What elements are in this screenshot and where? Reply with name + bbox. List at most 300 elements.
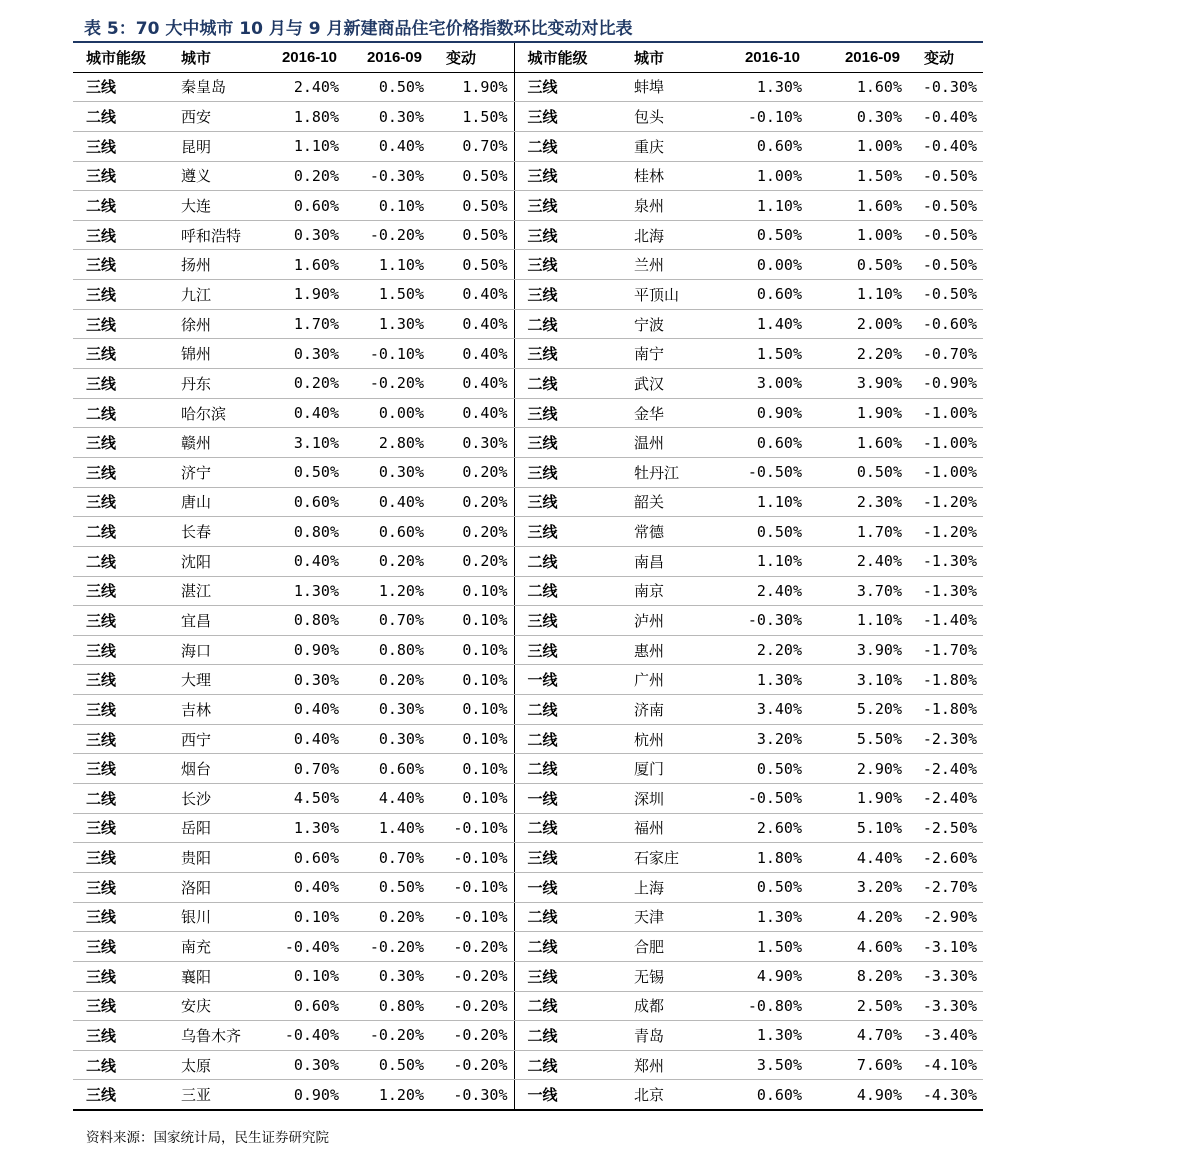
city-tier-cell: 三线 [73, 250, 169, 280]
value-2016-10-cell: 1.10% [717, 191, 808, 221]
value-2016-09-cell: -0.20% [345, 932, 430, 962]
value-2016-09-cell: 1.70% [808, 517, 908, 547]
table-row [73, 754, 983, 784]
value-2016-09-cell: 4.20% [808, 902, 908, 932]
change-cell: 0.10% [430, 754, 514, 784]
value-2016-09-cell: 4.60% [808, 932, 908, 962]
city-tier-cell: 三线 [73, 872, 169, 902]
city-name-cell: 乌鲁木齐 [169, 1021, 261, 1051]
change-cell: -0.50% [908, 280, 983, 310]
value-2016-10-cell: 1.80% [717, 843, 808, 873]
change-cell: 0.20% [430, 487, 514, 517]
change-cell: 0.10% [430, 695, 514, 725]
table-row [73, 191, 983, 221]
value-2016-09-cell: 0.20% [345, 902, 430, 932]
city-tier-cell: 二线 [73, 102, 169, 132]
change-cell: -1.20% [908, 517, 983, 547]
table-row [73, 1021, 983, 1051]
change-cell: 0.40% [430, 309, 514, 339]
city-tier-cell: 三线 [514, 487, 622, 517]
header-change: 变动 [908, 43, 983, 72]
value-2016-10-cell: 1.30% [261, 576, 345, 606]
table-row [73, 428, 983, 458]
change-cell: -0.10% [430, 843, 514, 873]
value-2016-09-cell: 2.40% [808, 546, 908, 576]
city-name-cell: 天津 [622, 902, 717, 932]
table-row [73, 339, 983, 369]
value-2016-09-cell: 1.90% [808, 398, 908, 428]
table-row [73, 576, 983, 606]
value-2016-09-cell: 0.60% [345, 754, 430, 784]
table-row [73, 369, 983, 399]
city-tier-cell: 三线 [514, 398, 622, 428]
value-2016-09-cell: 3.90% [808, 369, 908, 399]
table-row [73, 250, 983, 280]
value-2016-10-cell: 0.50% [717, 754, 808, 784]
value-2016-09-cell: -0.30% [345, 161, 430, 191]
city-tier-cell: 三线 [73, 991, 169, 1021]
city-name-cell: 遵义 [169, 161, 261, 191]
change-cell: 0.20% [430, 457, 514, 487]
value-2016-10-cell: 1.10% [717, 487, 808, 517]
change-cell: -2.90% [908, 902, 983, 932]
value-2016-09-cell: 1.00% [808, 220, 908, 250]
value-2016-10-cell: 3.20% [717, 724, 808, 754]
city-name-cell: 南充 [169, 932, 261, 962]
value-2016-09-cell: 2.00% [808, 309, 908, 339]
value-2016-10-cell: 1.60% [261, 250, 345, 280]
value-2016-10-cell: 0.30% [261, 665, 345, 695]
city-tier-cell: 三线 [73, 961, 169, 991]
city-name-cell: 北京 [622, 1080, 717, 1110]
city-name-cell: 石家庄 [622, 843, 717, 873]
value-2016-10-cell: 0.60% [261, 843, 345, 873]
change-cell: -0.20% [430, 1050, 514, 1080]
value-2016-09-cell: 0.50% [345, 872, 430, 902]
value-2016-09-cell: 1.50% [345, 280, 430, 310]
value-2016-09-cell: 5.20% [808, 695, 908, 725]
value-2016-10-cell: 1.90% [261, 280, 345, 310]
value-2016-09-cell: 0.50% [345, 1050, 430, 1080]
table-row [73, 72, 983, 102]
value-2016-10-cell: 0.90% [261, 1080, 345, 1110]
value-2016-09-cell: 0.50% [345, 72, 430, 102]
city-name-cell: 西宁 [169, 724, 261, 754]
change-cell: -0.40% [908, 131, 983, 161]
city-tier-cell: 三线 [514, 517, 622, 547]
value-2016-09-cell: 4.40% [808, 843, 908, 873]
change-cell: 0.50% [430, 220, 514, 250]
city-name-cell: 吉林 [169, 695, 261, 725]
city-name-cell: 兰州 [622, 250, 717, 280]
header-change: 变动 [430, 43, 514, 72]
city-tier-cell: 二线 [514, 369, 622, 399]
change-cell: -0.90% [908, 369, 983, 399]
city-name-cell: 九江 [169, 280, 261, 310]
city-tier-cell: 二线 [73, 191, 169, 221]
city-name-cell: 唐山 [169, 487, 261, 517]
city-tier-cell: 三线 [73, 813, 169, 843]
city-name-cell: 南昌 [622, 546, 717, 576]
city-name-cell: 宁波 [622, 309, 717, 339]
change-cell: 0.50% [430, 161, 514, 191]
value-2016-10-cell: 0.50% [717, 872, 808, 902]
city-name-cell: 赣州 [169, 428, 261, 458]
city-name-cell: 岳阳 [169, 813, 261, 843]
city-tier-cell: 二线 [73, 784, 169, 814]
table-row [73, 517, 983, 547]
city-tier-cell: 三线 [514, 250, 622, 280]
value-2016-10-cell: 0.00% [717, 250, 808, 280]
header-city: 城市 [622, 43, 717, 72]
value-2016-09-cell: 0.30% [345, 695, 430, 725]
change-cell: 0.10% [430, 784, 514, 814]
table-row [73, 606, 983, 636]
value-2016-10-cell: 1.40% [717, 309, 808, 339]
city-tier-cell: 三线 [73, 280, 169, 310]
value-2016-09-cell: -0.20% [345, 369, 430, 399]
value-2016-10-cell: -0.30% [717, 606, 808, 636]
city-tier-cell: 三线 [514, 606, 622, 636]
value-2016-10-cell: 1.30% [717, 72, 808, 102]
city-name-cell: 大理 [169, 665, 261, 695]
change-cell: -4.10% [908, 1050, 983, 1080]
value-2016-10-cell: 1.30% [261, 813, 345, 843]
city-name-cell: 济南 [622, 695, 717, 725]
value-2016-10-cell: 0.60% [717, 280, 808, 310]
value-2016-09-cell: 0.40% [345, 131, 430, 161]
value-2016-09-cell: 0.60% [345, 517, 430, 547]
city-tier-cell: 二线 [73, 546, 169, 576]
city-name-cell: 杭州 [622, 724, 717, 754]
city-tier-cell: 三线 [514, 191, 622, 221]
value-2016-09-cell: 4.40% [345, 784, 430, 814]
value-2016-09-cell: 1.10% [345, 250, 430, 280]
city-tier-cell: 三线 [73, 665, 169, 695]
change-cell: -2.60% [908, 843, 983, 873]
header-2016-09: 2016-09 [808, 43, 908, 72]
city-tier-cell: 三线 [514, 339, 622, 369]
change-cell: -0.50% [908, 220, 983, 250]
city-tier-cell: 三线 [73, 754, 169, 784]
city-name-cell: 惠州 [622, 635, 717, 665]
change-cell: 0.30% [430, 428, 514, 458]
city-name-cell: 沈阳 [169, 546, 261, 576]
value-2016-09-cell: 0.80% [345, 635, 430, 665]
change-cell: 0.20% [430, 517, 514, 547]
city-name-cell: 北海 [622, 220, 717, 250]
change-cell: -1.30% [908, 576, 983, 606]
city-tier-cell: 二线 [514, 902, 622, 932]
city-tier-cell: 二线 [514, 724, 622, 754]
change-cell: 0.10% [430, 724, 514, 754]
change-cell: -0.50% [908, 250, 983, 280]
city-tier-cell: 三线 [514, 961, 622, 991]
change-cell: -0.50% [908, 191, 983, 221]
change-cell: 0.10% [430, 665, 514, 695]
city-name-cell: 牡丹江 [622, 457, 717, 487]
table-row [73, 1080, 983, 1110]
value-2016-10-cell: -0.40% [261, 932, 345, 962]
table-row [73, 1050, 983, 1080]
change-cell: -4.30% [908, 1080, 983, 1110]
table-row [73, 813, 983, 843]
value-2016-09-cell: 0.70% [345, 843, 430, 873]
table-row [73, 131, 983, 161]
value-2016-10-cell: 3.50% [717, 1050, 808, 1080]
value-2016-09-cell: 3.70% [808, 576, 908, 606]
change-cell: -1.70% [908, 635, 983, 665]
table-row [73, 902, 983, 932]
value-2016-10-cell: 0.40% [261, 695, 345, 725]
value-2016-09-cell: 0.40% [345, 487, 430, 517]
city-tier-cell: 二线 [514, 991, 622, 1021]
value-2016-10-cell: 1.00% [717, 161, 808, 191]
change-cell: -2.40% [908, 754, 983, 784]
change-cell: -3.30% [908, 991, 983, 1021]
city-name-cell: 长沙 [169, 784, 261, 814]
table-row [73, 487, 983, 517]
change-cell: -0.30% [430, 1080, 514, 1110]
city-tier-cell: 三线 [73, 339, 169, 369]
change-cell: -1.00% [908, 428, 983, 458]
value-2016-10-cell: 0.30% [261, 1050, 345, 1080]
city-tier-cell: 三线 [73, 369, 169, 399]
value-2016-09-cell: 8.20% [808, 961, 908, 991]
change-cell: -1.00% [908, 398, 983, 428]
value-2016-10-cell: 0.30% [261, 220, 345, 250]
table-row [73, 161, 983, 191]
city-tier-cell: 三线 [73, 932, 169, 962]
value-2016-09-cell: 5.10% [808, 813, 908, 843]
city-tier-cell: 三线 [73, 161, 169, 191]
city-tier-cell: 三线 [73, 576, 169, 606]
table-row [73, 220, 983, 250]
change-cell: 0.20% [430, 546, 514, 576]
value-2016-09-cell: 1.10% [808, 280, 908, 310]
table-title: 表 5：70 大中城市 10 月与 9 月新建商品住宅价格指数环比变动对比表 [84, 19, 633, 39]
value-2016-10-cell: 0.30% [261, 339, 345, 369]
city-tier-cell: 三线 [514, 428, 622, 458]
city-tier-cell: 三线 [73, 220, 169, 250]
city-name-cell: 广州 [622, 665, 717, 695]
table-row [73, 457, 983, 487]
city-name-cell: 呼和浩特 [169, 220, 261, 250]
value-2016-09-cell: 2.90% [808, 754, 908, 784]
city-tier-cell: 一线 [514, 1080, 622, 1110]
table-row [73, 309, 983, 339]
header-row [73, 43, 983, 72]
change-cell: 0.10% [430, 606, 514, 636]
table-row [73, 665, 983, 695]
value-2016-10-cell: 0.20% [261, 369, 345, 399]
city-name-cell: 济宁 [169, 457, 261, 487]
header-city: 城市 [169, 43, 261, 72]
city-tier-cell: 三线 [514, 161, 622, 191]
change-cell: -0.50% [908, 161, 983, 191]
change-cell: -1.80% [908, 695, 983, 725]
table-row [73, 546, 983, 576]
city-name-cell: 大连 [169, 191, 261, 221]
value-2016-09-cell: -0.20% [345, 1021, 430, 1051]
city-name-cell: 桂林 [622, 161, 717, 191]
value-2016-10-cell: 0.90% [261, 635, 345, 665]
value-2016-10-cell: 0.40% [261, 724, 345, 754]
city-tier-cell: 三线 [73, 606, 169, 636]
value-2016-10-cell: 0.80% [261, 606, 345, 636]
value-2016-10-cell: 0.60% [717, 1080, 808, 1110]
city-tier-cell: 二线 [514, 309, 622, 339]
city-tier-cell: 三线 [73, 843, 169, 873]
city-name-cell: 温州 [622, 428, 717, 458]
city-name-cell: 包头 [622, 102, 717, 132]
city-tier-cell: 二线 [514, 576, 622, 606]
value-2016-09-cell: 0.30% [345, 102, 430, 132]
table-row [73, 724, 983, 754]
city-tier-cell: 三线 [514, 635, 622, 665]
change-cell: -3.30% [908, 961, 983, 991]
value-2016-09-cell: 4.70% [808, 1021, 908, 1051]
city-name-cell: 太原 [169, 1050, 261, 1080]
table-row [73, 695, 983, 725]
city-name-cell: 长春 [169, 517, 261, 547]
city-tier-cell: 三线 [73, 695, 169, 725]
value-2016-09-cell: -0.10% [345, 339, 430, 369]
city-tier-cell: 二线 [73, 1050, 169, 1080]
value-2016-09-cell: 1.40% [345, 813, 430, 843]
value-2016-10-cell: 1.70% [261, 309, 345, 339]
value-2016-09-cell: 7.60% [808, 1050, 908, 1080]
value-2016-09-cell: 0.30% [808, 102, 908, 132]
value-2016-09-cell: 3.10% [808, 665, 908, 695]
city-tier-cell: 三线 [514, 102, 622, 132]
value-2016-09-cell: 0.50% [808, 457, 908, 487]
value-2016-10-cell: 1.30% [717, 1021, 808, 1051]
value-2016-10-cell: 0.10% [261, 961, 345, 991]
city-name-cell: 丹东 [169, 369, 261, 399]
value-2016-10-cell: 1.10% [261, 131, 345, 161]
city-tier-cell: 三线 [73, 457, 169, 487]
city-name-cell: 洛阳 [169, 872, 261, 902]
city-tier-cell: 三线 [514, 220, 622, 250]
city-tier-cell: 二线 [514, 1021, 622, 1051]
city-name-cell: 郑州 [622, 1050, 717, 1080]
value-2016-10-cell: 0.90% [717, 398, 808, 428]
value-2016-10-cell: 3.10% [261, 428, 345, 458]
city-name-cell: 扬州 [169, 250, 261, 280]
city-name-cell: 无锡 [622, 961, 717, 991]
city-name-cell: 泸州 [622, 606, 717, 636]
change-cell: 0.40% [430, 280, 514, 310]
city-tier-cell: 三线 [514, 457, 622, 487]
city-tier-cell: 三线 [73, 72, 169, 102]
city-name-cell: 哈尔滨 [169, 398, 261, 428]
change-cell: -2.40% [908, 784, 983, 814]
value-2016-09-cell: 4.90% [808, 1080, 908, 1110]
value-2016-10-cell: 1.80% [261, 102, 345, 132]
change-cell: -1.30% [908, 546, 983, 576]
city-name-cell: 蚌埠 [622, 72, 717, 102]
city-tier-cell: 二线 [514, 546, 622, 576]
change-cell: -0.30% [908, 72, 983, 102]
value-2016-10-cell: 0.40% [261, 872, 345, 902]
city-tier-cell: 二线 [514, 131, 622, 161]
change-cell: 0.50% [430, 191, 514, 221]
value-2016-10-cell: 1.50% [717, 339, 808, 369]
city-tier-cell: 三线 [73, 131, 169, 161]
change-cell: 0.10% [430, 576, 514, 606]
table-row [73, 843, 983, 873]
city-tier-cell: 三线 [514, 280, 622, 310]
city-name-cell: 重庆 [622, 131, 717, 161]
value-2016-10-cell: 3.40% [717, 695, 808, 725]
change-cell: -0.20% [430, 932, 514, 962]
city-name-cell: 三亚 [169, 1080, 261, 1110]
value-2016-10-cell: 2.40% [717, 576, 808, 606]
value-2016-09-cell: 0.50% [808, 250, 908, 280]
value-2016-09-cell: 0.10% [345, 191, 430, 221]
change-cell: -1.40% [908, 606, 983, 636]
value-2016-09-cell: 0.00% [345, 398, 430, 428]
table-row [73, 991, 983, 1021]
city-tier-cell: 三线 [73, 309, 169, 339]
value-2016-09-cell: 2.30% [808, 487, 908, 517]
value-2016-09-cell: 2.80% [345, 428, 430, 458]
value-2016-09-cell: 0.30% [345, 724, 430, 754]
value-2016-09-cell: 2.20% [808, 339, 908, 369]
value-2016-10-cell: 4.50% [261, 784, 345, 814]
header-city-tier: 城市能级 [73, 43, 169, 72]
table-row [73, 872, 983, 902]
value-2016-10-cell: 0.60% [717, 428, 808, 458]
change-cell: 1.90% [430, 72, 514, 102]
city-name-cell: 南京 [622, 576, 717, 606]
city-tier-cell: 二线 [514, 813, 622, 843]
city-tier-cell: 一线 [514, 872, 622, 902]
value-2016-09-cell: 5.50% [808, 724, 908, 754]
value-2016-09-cell: -0.20% [345, 220, 430, 250]
change-cell: -0.20% [430, 961, 514, 991]
table-row [73, 102, 983, 132]
city-name-cell: 海口 [169, 635, 261, 665]
change-cell: -0.40% [908, 102, 983, 132]
city-name-cell: 南宁 [622, 339, 717, 369]
city-tier-cell: 二线 [514, 1050, 622, 1080]
value-2016-10-cell: 0.50% [717, 517, 808, 547]
city-name-cell: 烟台 [169, 754, 261, 784]
city-name-cell: 常德 [622, 517, 717, 547]
value-2016-10-cell: -0.50% [717, 784, 808, 814]
header-city-tier: 城市能级 [514, 43, 622, 72]
city-tier-cell: 三线 [73, 1080, 169, 1110]
change-cell: -0.20% [430, 991, 514, 1021]
city-tier-cell: 二线 [514, 932, 622, 962]
change-cell: -0.10% [430, 872, 514, 902]
value-2016-10-cell: 1.30% [717, 902, 808, 932]
change-cell: -0.60% [908, 309, 983, 339]
value-2016-09-cell: 0.30% [345, 457, 430, 487]
value-2016-10-cell: 0.60% [261, 487, 345, 517]
city-name-cell: 青岛 [622, 1021, 717, 1051]
header-2016-09: 2016-09 [345, 43, 430, 72]
change-cell: -2.70% [908, 872, 983, 902]
value-2016-10-cell: 0.60% [261, 991, 345, 1021]
change-cell: 0.70% [430, 131, 514, 161]
city-tier-cell: 三线 [73, 1021, 169, 1051]
city-name-cell: 贵阳 [169, 843, 261, 873]
change-cell: -0.70% [908, 339, 983, 369]
change-cell: -0.10% [430, 902, 514, 932]
